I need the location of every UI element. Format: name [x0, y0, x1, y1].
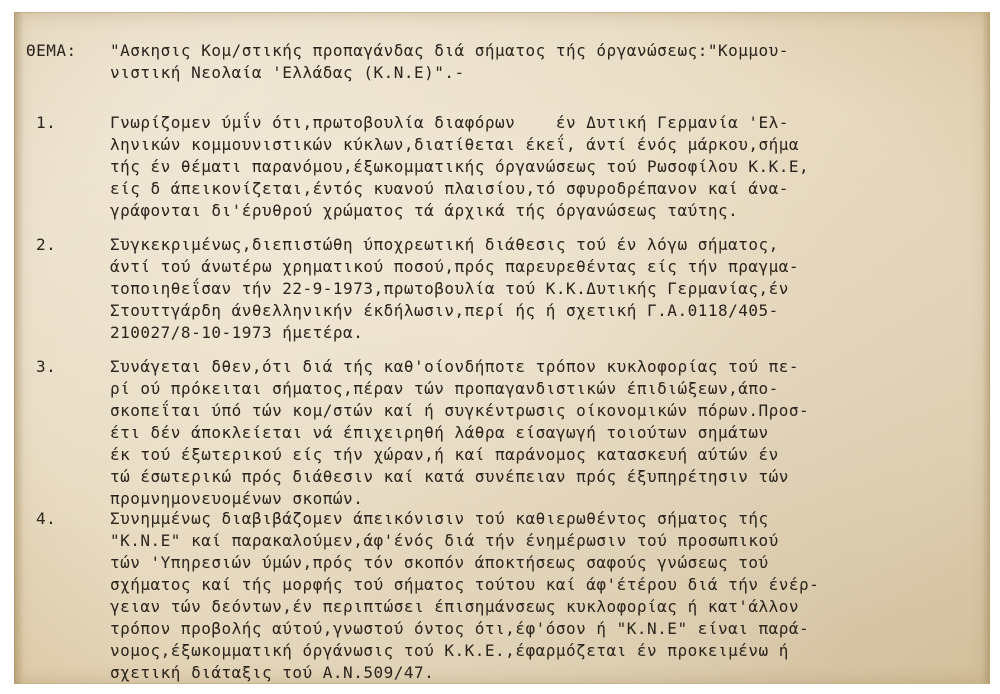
subject-label: ΘΕΜΑ:: [26, 41, 77, 60]
paragraph-line: Γνωρίζομεν ύμΐν ότι,πρωτοβουλία διαφόρων έν Δυτική Γερμανία 'Ελ-: [110, 113, 789, 132]
typewritten-text: [14, 12, 990, 684]
paragraph-line: "Κ.Ν.Ε" καί παρακαλούμεν,άφ'ένός διά τήν ένημέρωσιν τού προσωπικού: [110, 531, 779, 550]
paragraph-line: άντί τού άνωτέρω χρηματικού ποσού,πρός παρευρεθέντας είς τήν πραγμα-: [110, 257, 800, 276]
paragraph-line: νομος,έξωκομματική όργάνωσις τού Κ.Κ.Ε.,έφαρμόζεται έν προκειμένω ή: [110, 641, 789, 660]
paragraph-line: Συγκεκριμένως,διεπιστώθη ύποχρεωτική διάθεσις τού έν λόγω σήματος,: [110, 235, 779, 254]
paragraph-line: είς δ άπεικονίζεται,έντός κυανού πλαισίου,τό σφυροδρέπανον καί άνα-: [110, 179, 789, 198]
paragraph-line: τής έν θέματι παρανόμου,έξωκομματικής όργανώσεως τού Ρωσοφίλου Κ.Κ.Ε,: [110, 157, 810, 176]
paper-sheet: [14, 12, 990, 684]
paragraph-line: ρί ού πρόκειται σήματος,πέραν τών προπαγανδιστικών έπιδιώξεων,άπο-: [110, 379, 779, 398]
paragraph-number: 2.: [36, 235, 57, 254]
paragraph-number: 4.: [36, 509, 57, 528]
subject-line: νιστική Νεολαία 'Ελλάδας (Κ.Ν.Ε)".-: [110, 63, 465, 82]
paragraph-number: 1.: [36, 113, 57, 132]
paragraph-line: Συνάγεται δθεν,ότι διά τής καθ'οίονδήποτε τρόπον κυκλοφορίας τού πε-: [110, 357, 800, 376]
subject-line: "Ασκησις Κομ/στικής προπαγάνδας διά σήματος τής όργανώσεως:"Κομμου-: [110, 41, 789, 60]
paragraph-line: σχήματος καί τής μορφής τού σήματος τούτου καί άφ'έτέρου διά τήν ένέρ-: [110, 575, 820, 594]
paragraph-number: 3.: [36, 357, 57, 376]
paragraph-line: σχετική διάταξις τού Α.Ν.509/47.: [110, 663, 435, 682]
paragraph-line: προμνημονευομένων σκοπών.: [110, 489, 364, 508]
paragraph-line: γειαν τών δεόντων,έν περιπτώσει έπισημάνσεως κυκλοφορίας ή κατ'άλλον: [110, 597, 800, 616]
paragraph-line: έτι δέν άποκλείεται νά έπιχειρηθή λάθρα είσαγωγή τοιούτων σημάτων: [110, 423, 769, 442]
paragraph-line: Συνημμένως διαβιβάζομεν άπεικόνισιν τού καθιερωθέντος σήματος τής: [110, 509, 769, 528]
paragraph-line: τών 'Υπηρεσιών ύμών,πρός τόν σκοπόν άποκτήσεως σαφούς γνώσεως τού: [110, 553, 769, 572]
paragraph-line: έκ τού έξωτερικού είς τήν χώραν,ή καί παράνομος κατασκευή αύτών έν: [110, 445, 779, 464]
paragraph-line: σκοπεΐται ύπό τών κομ/στών καί ή συγκέντρωσις οίκονομικών πόρων.Προσ-: [110, 401, 810, 420]
paragraph-line: γράφονται δι'έρυθρού χρώματος τά άρχικά τής όργανώσεως ταύτης.: [110, 201, 739, 220]
paragraph-line: 210027/8-10-1973 ήμετέρα.: [110, 323, 364, 342]
paragraph-line: τοποιηθεΐσαν τήν 22-9-1973,πρωτοβουλία τού Κ.Κ.Δυτικής Γερμανίας,έν: [110, 279, 789, 298]
paragraph-line: ληνικών κομμουνιστικών κύκλων,διατίθεται έκεΐ, άντί ένός μάρκου,σήμα: [110, 135, 800, 154]
paragraph-line: τρόπον προβολής αύτού,γνωστού όντος ότι,έφ'όσον ή "Κ.Ν.Ε" είναι παρά-: [110, 619, 810, 638]
paragraph-line: τώ έσωτερικώ πρός διάθεσιν καί κατά συνέπειαν πρός έξυπηρέτησιν τών: [110, 467, 789, 486]
paragraph-line: Στουττγάρδη άνθελληνικήν έκδήλωσιν,περί ής ή σχετική Γ.Α.0118/405-: [110, 301, 779, 320]
